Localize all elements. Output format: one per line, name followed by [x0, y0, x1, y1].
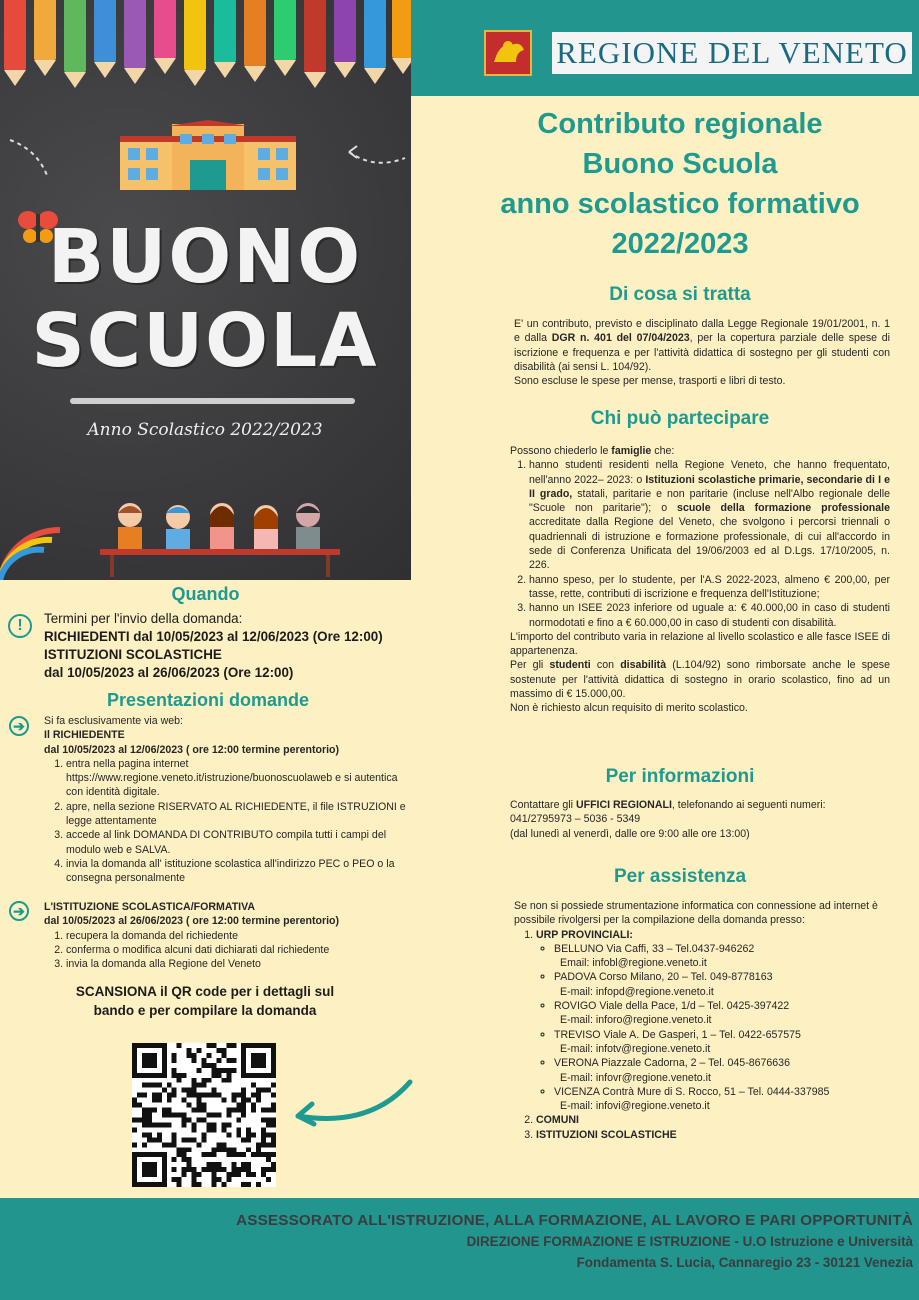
chi-text [510, 444, 890, 716]
list-item [536, 1113, 894, 1127]
heading-quando: Quando [171, 584, 240, 604]
heading-info: Per informazioni [605, 766, 755, 787]
req1-b: Istituzioni scolastiche primarie, secondarie di I e II grado, [529, 473, 891, 500]
rainbow-icon [0, 520, 100, 580]
info-hours: (dal lunedì al venerdì, dalle ore 9:00 alle ore 13:00) [510, 827, 750, 840]
poster-subtitle: Anno Scolastico 2022/2023 [87, 420, 323, 440]
pencil-icon [34, 0, 56, 60]
importo-paragraph: L'importo del contributo varia in relazione al livello scolastico e alle fasce ISEE di appartenenza. [510, 630, 890, 658]
pencil-icon [184, 0, 206, 70]
req1-e: accreditate dalla Regione del Veneto, che svolgono i percorsi triennali o quadriennali di istruzione e formazione professionale, di cui all'accordo in sede di Conferenza Unificata del 19/06/2003 ed al D.Lgs. 17/10/2005, n. 226. [529, 516, 890, 572]
cosa-text [514, 317, 890, 388]
pencil-icon [94, 0, 116, 62]
dis-a: Per gli [510, 659, 550, 672]
main-title-line1: Contributo regionale [537, 108, 823, 140]
dis-d: disabilità [620, 659, 667, 672]
urp-email[interactable]: E-mail: infotv@regione.veneto.it [560, 1042, 711, 1055]
assist-intro: Se non si possiede strumentazione informatica con connessione ad internet è possibile rivolgersi per la compilazione della domanda presso: [514, 900, 878, 927]
lion-of-venice-logo-icon [484, 30, 532, 76]
info-c: , telefonando ai seguenti numeri: [671, 799, 826, 811]
footer-address: Fondamenta S. Lucia, Cannaregio 23 - 30121 Venezia [576, 1255, 913, 1270]
cosa-paragraph [514, 317, 890, 374]
chi-intro-c: che: [651, 445, 675, 457]
arrow-right-icon: ➔ [9, 901, 29, 921]
footer-direzione: DIREZIONE FORMAZIONE E ISTRUZIONE - U.O Istruzione e Università [466, 1234, 913, 1249]
main-title-line3: anno scolastico formativo [500, 188, 860, 220]
pencil-icon [154, 0, 176, 58]
urp-item [554, 970, 894, 999]
ist-steps [44, 929, 416, 972]
urp-address: ◦ VICENZA Contrà Mure di S. Rocco, 51 – Tel. 0444-337985 [554, 1085, 830, 1098]
poster-title-line2: SCUOLA [31, 298, 379, 384]
children-at-desk-icon [100, 495, 340, 577]
chalk-underline [70, 398, 355, 404]
list-item: 1. entra nella pagina internet https://www.regione.veneto.it/istruzione/buonoscuolaweb e si autentica con identità digitale. [66, 757, 416, 800]
list-item: 4. invia la domanda all' istituzione scolastica all'indirizzo PEC o PEO o la consegna personalmente [66, 857, 416, 886]
urp-email[interactable]: E-mail: inforo@regione.veneto.it [560, 1014, 712, 1027]
pencil-icon [364, 0, 386, 68]
list-item: 2. conferma o modifica alcuni dati dichiarati dal richiedente [66, 943, 416, 957]
footer-assessorato: ASSESSORATO ALL'ISTRUZIONE, ALLA FORMAZIONE, AL LAVORO E PARI OPPORTUNITÀ [236, 1212, 913, 1229]
chalk-arrow-icon [345, 130, 411, 170]
main-title-line4: 2022/2023 [611, 228, 749, 260]
urp-address: ◦ ROVIGO Viale della Pace, 1/d – Tel. 0425-397422 [554, 1000, 790, 1013]
pres-steps [44, 757, 416, 886]
pencil-icon [4, 0, 26, 70]
ist-label: L'ISTITUZIONE SCOLASTICA/FORMATIVA [44, 901, 256, 913]
dis-c: con [590, 659, 621, 672]
poster-title-line1: BUONO [47, 214, 363, 300]
dis-b: studenti [549, 659, 591, 672]
pencil-icon [334, 0, 356, 62]
arrow-right-icon: ➔ [9, 716, 29, 736]
presentazioni-text [44, 714, 416, 886]
poster-title [30, 215, 380, 383]
urp-item [554, 1056, 894, 1085]
region-name: REGIONE DEL VENETO [552, 32, 912, 74]
pres-richiedente-dates: dal 10/05/2023 al 12/06/2023 ( ore 12:00 termine perentorio) [44, 743, 340, 756]
pencil-icon [244, 0, 266, 66]
urp-address: ◦ PADOVA Corso Milano, 20 – Tel. 049-8778163 [554, 971, 773, 984]
pencil-icon [392, 0, 411, 58]
list-item [529, 458, 890, 572]
pencil-icon [214, 0, 236, 62]
list-item: 3. invia la domanda alla Regione del Veneto [66, 957, 416, 971]
assist-text [514, 899, 894, 1142]
cosa-text-c: , per la copertura parziale delle spese di iscrizione e frequenza e per l'attività didattica di sostegno per gli studenti con disabilità (ai sensi L. 104/92). [514, 332, 891, 373]
chi-intro-b: famiglie [611, 445, 652, 457]
dgr-reference: DGR n. 401 del 07/04/2023 [551, 332, 690, 345]
main-title [440, 104, 919, 264]
disability-paragraph [510, 658, 890, 701]
list-item: 3. accede al link DOMANDA DI CONTRIBUTO compila tutti i campi del modulo web e SALVA. [66, 828, 416, 857]
heading-cosa: Di cosa si tratta [609, 284, 751, 305]
quando-istituzioni-dates: dal 10/05/2023 al 26/06/2023 (Ore 12:00) [44, 665, 294, 680]
pencil-icon [124, 0, 146, 68]
cosa-text-a: E' un contributo, previsto e disciplinato dalla Legge Regionale 19/01/2001, n. 1 e dalla [514, 318, 890, 345]
main-title-line2: Buono Scuola [582, 148, 778, 180]
istituzione-text [44, 900, 416, 971]
quando-line1: Termini per l'invio della domanda: [44, 611, 243, 626]
exclamation-icon: ! [8, 614, 32, 638]
cosa-exclusions: Sono escluse le spese per mense, trasporti e libri di testo. [514, 375, 786, 388]
school-building-icon [120, 120, 296, 190]
urp-item [554, 1085, 894, 1114]
chi-intro-a: Possono chiederlo le [510, 445, 612, 457]
chalk-arrow-icon [290, 1078, 415, 1128]
urp-email[interactable]: E-mail: infovr@regione.veneto.it [560, 1071, 711, 1084]
list-item [536, 1128, 894, 1142]
urp-label: URP PROVINCIALI: [536, 928, 633, 941]
info-phones: 041/2795973 – 5036 - 5349 [510, 813, 641, 826]
qr-caption: SCANSIONA il QR code per i dettagli sul bando e per compilare la domanda [75, 984, 335, 1018]
pencil-icon [304, 0, 326, 72]
pres-richiedente-label: Il RICHIEDENTE [44, 729, 125, 742]
list-item: 2. hanno speso, per lo studente, per l'A.S 2022-2023, almeno € 200,00, per tasse, rette, contributi di iscrizione e frequenza dell'Istituzione; [529, 573, 890, 602]
heading-presentazioni: Presentazioni domande [106, 690, 310, 710]
qr-code-icon[interactable] [132, 1043, 276, 1187]
list-item: 1. recupera la domanda del richiedente [66, 929, 416, 943]
info-line1 [510, 798, 890, 812]
istituzioni-label: ISTITUZIONI SCOLASTICHE [536, 1128, 677, 1141]
chi-intro [510, 444, 890, 458]
quando-text [44, 610, 414, 682]
info-a: Contattare gli [510, 799, 576, 811]
pencil-icon [274, 0, 296, 60]
chalk-doodle-icon [8, 130, 58, 180]
urp-item [554, 942, 894, 971]
list-item [536, 928, 894, 1114]
dis-e: (L.104/92) sono rimborsate anche le spese sostenute per l'attività didattica di sostegno in orario scolastico, fino ad un massimo di € 15.000,00. [510, 659, 890, 701]
urp-address: ◦ TREVISO Viale A. De Gasperi, 1 – Tel. 0422-657575 [554, 1028, 801, 1041]
pres-intro: Si fa esclusivamente via web: [44, 715, 183, 727]
quando-istituzioni: ISTITUZIONI SCOLASTICHE [44, 647, 222, 662]
heading-chi: Chi può partecipare [590, 408, 770, 429]
urp-item [554, 1028, 894, 1057]
heading-assist: Per assistenza [613, 866, 747, 887]
merito-paragraph: Non è richiesto alcun requisito di merito scolastico. [510, 702, 748, 715]
urp-address: ◦ VERONA Piazzale Cadorna, 2 – Tel. 045-8676636 [554, 1057, 790, 1070]
urp-list [536, 942, 894, 1114]
urp-email[interactable]: E-mail: infovi@regione.veneto.it [560, 1100, 710, 1113]
quando-richiedenti: RICHIEDENTI dal 10/05/2023 al 12/06/2023 (Ore 12:00) [44, 629, 383, 644]
info-text [510, 798, 890, 841]
req1-a: hanno studenti residenti nella Regione Veneto, che hanno frequentato, nell'anno 2022– 2023: o [529, 459, 890, 486]
comuni-label: COMUNI [536, 1114, 579, 1127]
list-item: 2. apre, nella sezione RISERVATO AL RICHIEDENTE, il file ISTRUZIONI e legge attentamente [66, 800, 416, 829]
ist-dates: dal 10/05/2023 al 26/06/2023 ( ore 12:00 termine perentorio) [44, 915, 340, 928]
urp-email[interactable]: Email: infobl@regione.veneto.it [560, 957, 707, 970]
urp-item [554, 999, 894, 1028]
req1-d: scuole della formazione professionale [677, 502, 890, 515]
urp-address: ◦ BELLUNO Via Caffi, 33 – Tel.0437-946262 [554, 942, 755, 955]
assist-list [514, 928, 894, 1142]
list-item: 3. hanno un ISEE 2023 inferiore od uguale a: € 40.000,00 in caso di studenti normodotati e fino a € 60.000,00 in caso di studenti con disabilità. [529, 601, 890, 630]
uffici-regionali: UFFICI REGIONALI [575, 799, 672, 811]
req1-c: statali, paritarie e non paritarie (incluse nell'Albo regionale delle "Scuole non paritarie"); o [529, 487, 890, 515]
chi-requirements-list [510, 458, 890, 630]
poster-chalkboard [0, 0, 411, 580]
urp-email[interactable]: E-mail: infopd@regione.veneto.it [560, 985, 714, 998]
pencil-icon [64, 0, 86, 72]
